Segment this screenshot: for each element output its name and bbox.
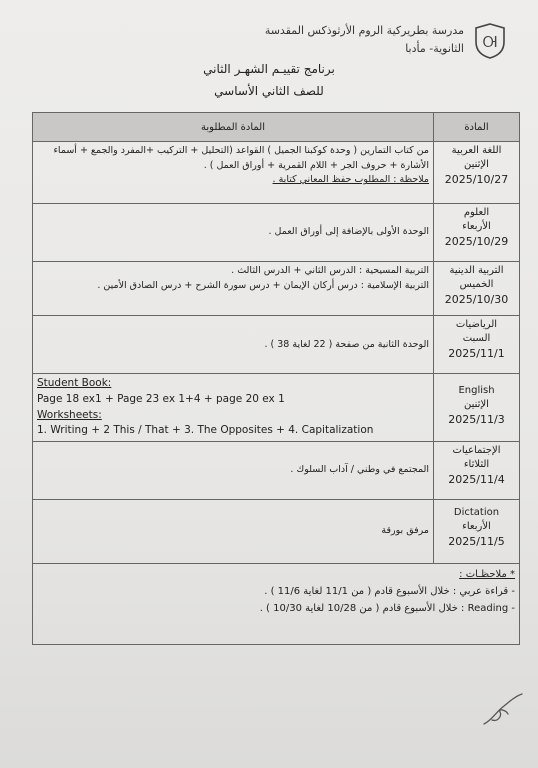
subject-cell xyxy=(434,262,520,316)
subject-day: الأربعاء xyxy=(462,521,491,532)
table-row xyxy=(33,142,520,204)
required-cell xyxy=(33,316,434,374)
notes-cell xyxy=(33,564,520,645)
required-cell xyxy=(33,262,434,316)
required-line: المجتمع في وطني / آداب السلوك . xyxy=(290,464,429,476)
subject-day: الثلاثاء xyxy=(463,459,490,470)
required-line: التربية المسيحية : الدرس الثاني + الدرس الثالث . xyxy=(231,265,429,276)
table-row xyxy=(33,374,520,442)
required-cell xyxy=(33,142,434,204)
school-crest-icon xyxy=(472,22,508,60)
subject-day: الإثنين xyxy=(464,159,489,170)
subject-day: السبت xyxy=(462,333,491,344)
required-line: الوحدة الثانية من صفحة ( 22 لغاية 38 ) . xyxy=(264,339,429,350)
table-row xyxy=(33,262,520,316)
subject-date: 2025/11/4 xyxy=(448,473,505,486)
subject-date: 2025/11/5 xyxy=(448,535,505,548)
page-subtitle: للصف الثاني الأساسي xyxy=(214,84,324,98)
worksheets-items: 1. Writing + 2 This / That + 3. The Opposites + 4. Capitalization xyxy=(37,424,374,437)
subject-name: العلوم xyxy=(463,207,490,218)
student-book-pages: Page 18 ex1 + Page 23 ex 1+4 + page 20 ex 1 xyxy=(37,392,285,405)
subject-cell xyxy=(434,442,520,500)
required-line: مرفق بورقة xyxy=(381,525,429,537)
required-line: التربية الإسلامية : درس أركان الإيمان + درس سورة الشرح + درس الصادق الأمين . xyxy=(97,279,429,291)
subject-cell xyxy=(434,142,520,204)
student-book-label: Student Book: xyxy=(37,377,112,389)
required-cell-english xyxy=(33,374,434,442)
subject-name: الرياضيات xyxy=(455,319,498,330)
subject-day: الخميس xyxy=(459,279,494,290)
subject-cell xyxy=(434,500,520,564)
subject-date: 2025/11/1 xyxy=(448,347,505,360)
subject-date: 2025/11/3 xyxy=(448,413,505,426)
subject-name: English xyxy=(458,385,495,396)
page-title: برنامج تقييـم الشهـر الثاني xyxy=(203,62,335,76)
col-required-header: المادة المطلوبة xyxy=(33,113,434,142)
worksheets-label: Worksheets: xyxy=(37,408,102,421)
school-header xyxy=(140,18,520,66)
table-header-row xyxy=(33,113,520,142)
table-row xyxy=(33,500,520,564)
table-row xyxy=(33,316,520,374)
signature-mark xyxy=(478,690,528,730)
svg-text:Ꮊ: Ꮊ xyxy=(482,33,498,51)
note-item: - Reading : خلال الأسبوع قادم ( من 10/28 لغاية 10/30 ) . xyxy=(259,603,515,614)
notes-title: * ملاحظـات : xyxy=(459,569,515,580)
subject-cell xyxy=(434,204,520,262)
table-row xyxy=(33,442,520,500)
required-line: من كتاب التمارين ( وحدة كوكبنا الجميل ) القواعد (التحليل + التركيب +المفرد والجمع + أسماء xyxy=(53,145,429,156)
required-note: ملاحظة : المطلوب حفظ المعاني كتابة . xyxy=(272,174,429,186)
required-cell xyxy=(33,204,434,262)
subject-day: الأربعاء xyxy=(462,221,491,232)
subject-name: اللغة العربية xyxy=(451,145,502,156)
assessment-table xyxy=(32,112,520,645)
subject-date: 2025/10/27 xyxy=(444,173,509,186)
table-row xyxy=(33,204,520,262)
note-item: - قراءة عربي : خلال الأسبوع قادم ( من 11/1 لغاية 11/6 ) . xyxy=(264,586,515,597)
subject-name: الإجتماعيات xyxy=(452,445,501,456)
school-name: مدرسة بطريركية الروم الأرثوذكس المقدسة xyxy=(264,24,464,37)
col-subject-header: المادة xyxy=(434,113,520,142)
required-cell xyxy=(33,500,434,564)
subject-name: التربية الدينية xyxy=(449,265,504,276)
required-line: الأشارة + حروف الجر + اللام القمرية + أوراق العمل ) . xyxy=(203,159,429,171)
notes-row xyxy=(33,564,520,645)
subject-date: 2025/10/30 xyxy=(444,293,509,306)
required-line: الوحدة الأولى بالإضافة إلى أوراق العمل . xyxy=(268,226,429,238)
subject-cell xyxy=(434,374,520,442)
subject-date: 2025/10/29 xyxy=(444,235,509,248)
subject-name: Dictation xyxy=(453,507,500,518)
subject-cell xyxy=(434,316,520,374)
required-cell xyxy=(33,442,434,500)
school-subtitle: الثانوية- مأدبا xyxy=(405,42,464,55)
subject-day: الإثنين xyxy=(464,399,489,410)
